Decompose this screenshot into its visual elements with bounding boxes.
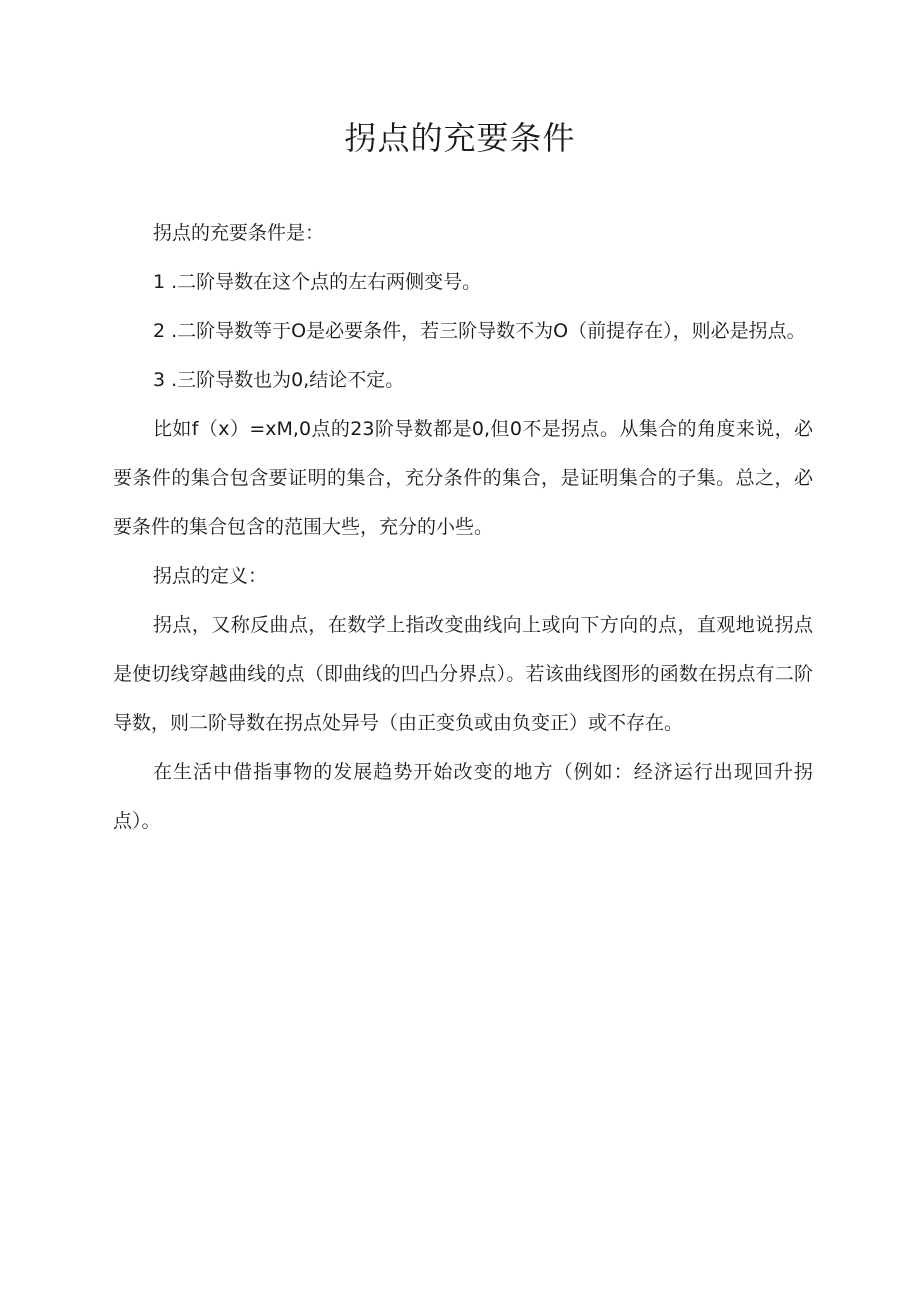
paragraph-intro: 拐点的充要条件是： [153,222,325,244]
paragraph-condition-3: 3 .三阶导数也为0,结论不定。 [153,369,405,391]
paragraph-condition-1: 1 .二阶导数在这个点的左右两侧变号。 [153,271,482,293]
page-title: 拐点的充要条件 [344,119,576,157]
paragraph-life-usage: 在生活中借指事物的发展趋势开始改变的地方（例如：经济运行出现回升拐点）。 [113,761,813,832]
paragraph-definition: 拐点，又称反曲点，在数学上指改变曲线向上或向下方向的点，直观地说拐点是使切线穿越曲线的点（即曲线的凹凸分界点）。若该曲线图形的函数在拐点有二阶导数，则二阶导数在拐点处异号（由正变负或由负变正）或不存在。 [113,614,813,734]
paragraph-example: 比如f（x）=xM,0点的23阶导数都是0,但0不是拐点。从集合的角度来说，必要条件的集合包含要证明的集合，充分条件的集合，是证明集合的子集。总之，必要条件的集合包含的范围大些，充分的小些。 [113,418,813,538]
document-body [113,209,813,846]
paragraph-definition-heading: 拐点的定义： [153,565,268,587]
paragraph-condition-2: 2 .二阶导数等于O是必要条件，若三阶导数不为O（前提存在），则必是拐点。 [153,320,806,342]
